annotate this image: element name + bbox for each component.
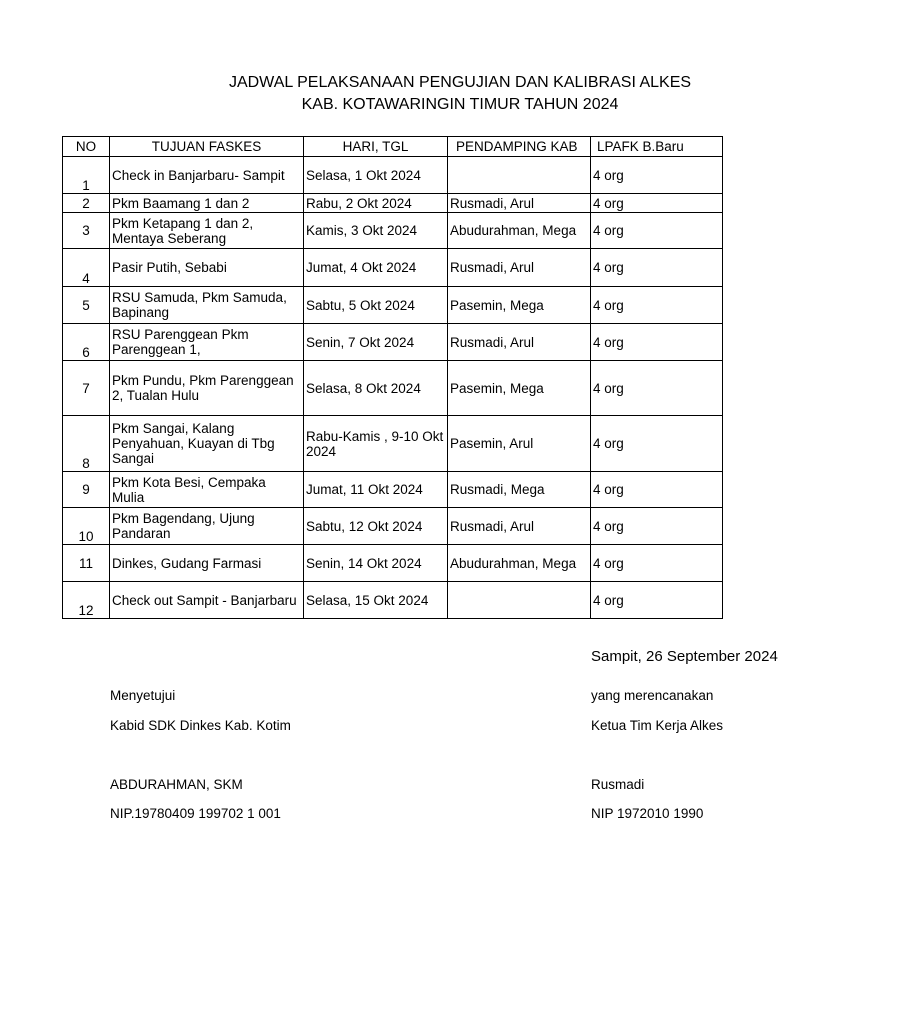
cell-pendamping: Pasemin, Mega [448, 361, 591, 416]
table-row [63, 361, 723, 416]
cell-no: 7 [63, 361, 110, 416]
cell-lpafk: 4 org [591, 508, 723, 545]
right-nip: NIP 1972010 1990 [591, 806, 704, 821]
cell-hari: Senin, 14 Okt 2024 [304, 545, 448, 582]
cell-lpafk: 4 org [591, 361, 723, 416]
schedule-table [62, 136, 723, 619]
cell-lpafk: 4 org [591, 287, 723, 324]
header-no: NO [63, 137, 110, 157]
cell-hari: Senin, 7 Okt 2024 [304, 324, 448, 361]
cell-no: 11 [63, 545, 110, 582]
cell-no: 3 [63, 213, 110, 249]
left-nip: NIP.19780409 199702 1 001 [110, 806, 281, 821]
cell-pendamping: Rusmadi, Mega [448, 472, 591, 508]
cell-hari: Rabu-Kamis , 9-10 Okt 2024 [304, 416, 448, 472]
cell-hari: Selasa, 1 Okt 2024 [304, 157, 448, 194]
cell-lpafk: 4 org [591, 213, 723, 249]
table-row [63, 508, 723, 545]
left-position: Kabid SDK Dinkes Kab. Kotim [110, 718, 291, 733]
cell-pendamping: Rusmadi, Arul [448, 324, 591, 361]
cell-pendamping [448, 582, 591, 619]
cell-no: 9 [63, 472, 110, 508]
table-row [63, 545, 723, 582]
title-line-1: JADWAL PELAKSANAAN PENGUJIAN DAN KALIBRASI ALKES [228, 74, 692, 91]
cell-no: 4 [63, 249, 110, 287]
cell-lpafk: 4 org [591, 582, 723, 619]
cell-pendamping: Rusmadi, Arul [448, 249, 591, 287]
cell-lpafk: 4 org [591, 545, 723, 582]
table-row [63, 213, 723, 249]
cell-pendamping: Pasemin, Arul [448, 416, 591, 472]
left-name: ABDURAHMAN, SKM [110, 777, 243, 792]
cell-tujuan: Check in Banjarbaru- Sampit [110, 157, 304, 194]
cell-tujuan: RSU Samuda, Pkm Samuda, Bapinang [110, 287, 304, 324]
approve-label: Menyetujui [110, 688, 176, 703]
cell-tujuan: Pkm Ketapang 1 dan 2, Mentaya Seberang [110, 213, 304, 249]
title-line-2: KAB. KOTAWARINGIN TIMUR TAHUN 2024 [301, 96, 619, 113]
cell-tujuan: RSU Parenggean Pkm Parenggean 1, [110, 324, 304, 361]
cell-lpafk: 4 org [591, 416, 723, 472]
right-role: yang merencanakan [591, 688, 714, 703]
cell-tujuan: Pkm Bagendang, Ujung Pandaran [110, 508, 304, 545]
cell-hari: Jumat, 4 Okt 2024 [304, 249, 448, 287]
header-hari: HARI, TGL [304, 137, 448, 157]
cell-no: 8 [63, 416, 110, 472]
table-row [63, 287, 723, 324]
document-title [0, 72, 920, 116]
cell-hari: Kamis, 3 Okt 2024 [304, 213, 448, 249]
right-name: Rusmadi [591, 777, 645, 792]
table-row [63, 157, 723, 194]
cell-lpafk: 4 org [591, 324, 723, 361]
cell-pendamping: Abudurahman, Mega [448, 545, 591, 582]
cell-pendamping: Pasemin, Mega [448, 287, 591, 324]
table-row [63, 324, 723, 361]
cell-tujuan: Pasir Putih, Sebabi [110, 249, 304, 287]
cell-hari: Selasa, 15 Okt 2024 [304, 582, 448, 619]
cell-pendamping: Rusmadi, Arul [448, 508, 591, 545]
right-position: Ketua Tim Kerja Alkes [591, 718, 724, 733]
table-row [63, 472, 723, 508]
cell-tujuan: Pkm Baamang 1 dan 2 [110, 194, 304, 213]
header-tujuan: TUJUAN FASKES [110, 137, 304, 157]
cell-hari: Rabu, 2 Okt 2024 [304, 194, 448, 213]
cell-pendamping: Abudurahman, Mega [448, 213, 591, 249]
header-lpafk: LPAFK B.Baru [591, 137, 723, 157]
cell-no: 6 [63, 324, 110, 361]
cell-lpafk: 4 org [591, 157, 723, 194]
cell-lpafk: 4 org [591, 194, 723, 213]
cell-no: 5 [63, 287, 110, 324]
cell-pendamping [448, 157, 591, 194]
cell-tujuan: Pkm Pundu, Pkm Parenggean 2, Tualan Hulu [110, 361, 304, 416]
cell-no: 2 [63, 194, 110, 213]
table-row [63, 416, 723, 472]
table-row [63, 582, 723, 619]
cell-pendamping: Rusmadi, Arul [448, 194, 591, 213]
cell-tujuan: Pkm Kota Besi, Cempaka Mulia [110, 472, 304, 508]
table-header-row [63, 137, 723, 157]
table-row [63, 194, 723, 213]
cell-hari: Selasa, 8 Okt 2024 [304, 361, 448, 416]
place-date: Sampit, 26 September 2024 [591, 648, 778, 665]
cell-tujuan: Dinkes, Gudang Farmasi [110, 545, 304, 582]
cell-no: 1 [63, 157, 110, 194]
cell-no: 12 [63, 582, 110, 619]
header-pendamping: PENDAMPING KAB [448, 137, 591, 157]
cell-hari: Sabtu, 12 Okt 2024 [304, 508, 448, 545]
table-row [63, 249, 723, 287]
cell-lpafk: 4 org [591, 249, 723, 287]
cell-lpafk: 4 org [591, 472, 723, 508]
cell-hari: Sabtu, 5 Okt 2024 [304, 287, 448, 324]
cell-no: 10 [63, 508, 110, 545]
cell-tujuan: Check out Sampit - Banjarbaru [110, 582, 304, 619]
cell-tujuan: Pkm Sangai, Kalang Penyahuan, Kuayan di Tbg Sangai [110, 416, 304, 472]
cell-hari: Jumat, 11 Okt 2024 [304, 472, 448, 508]
